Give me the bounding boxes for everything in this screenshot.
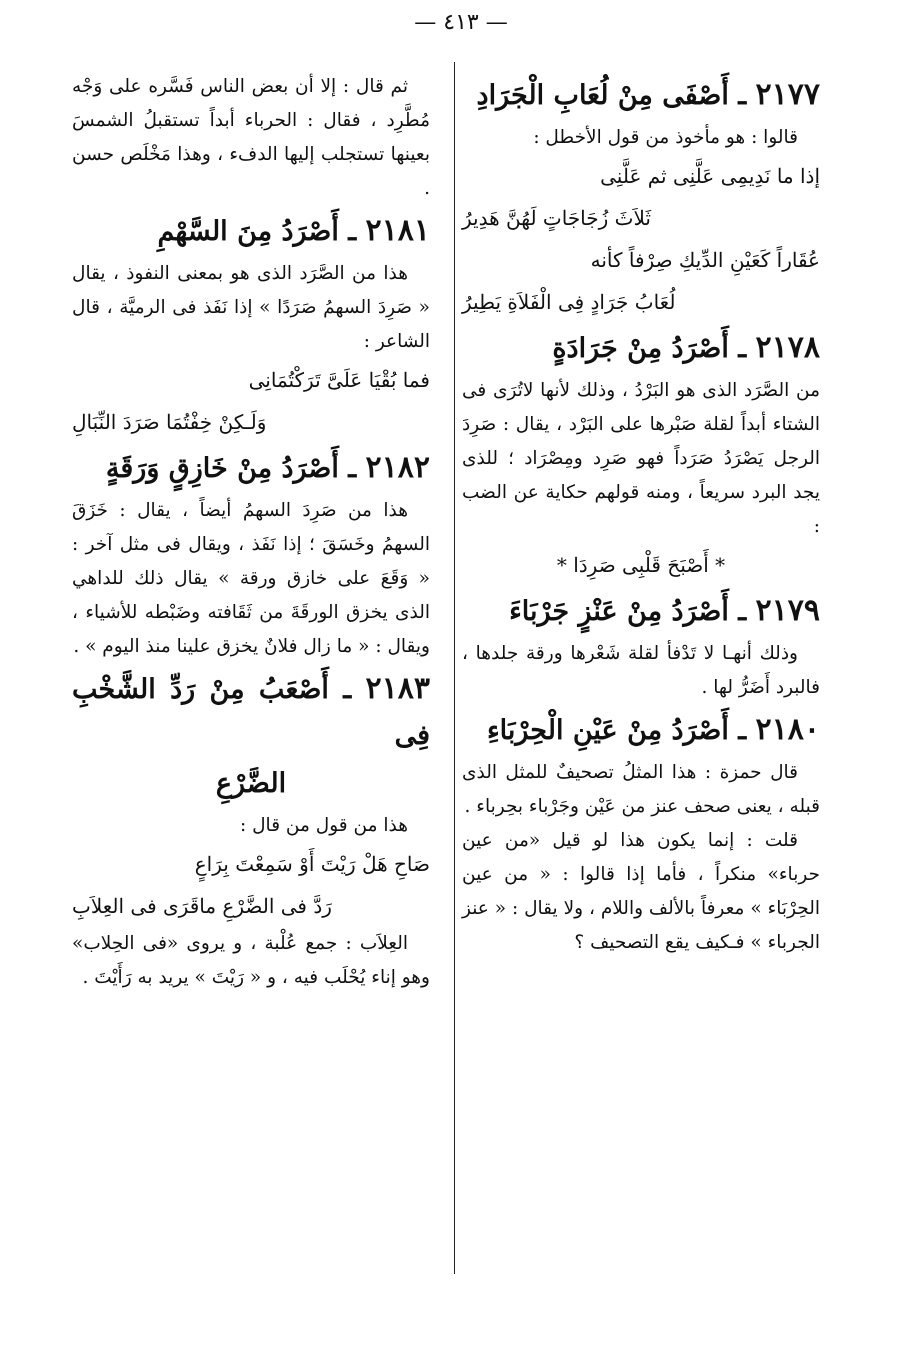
entry-number: ٢١٨٣ [365, 671, 430, 706]
entry-title: ـ أَصْرَدُ مِنَ السَّهْمِ [157, 216, 366, 247]
entry-text: قلت : إنما يكون هذا لو قيل «من عين حرباء» منكراً ، فأما إذا قالوا : « من عين الحِرْبَاء » معرفاً بالألف واللام ، ولا يقال : « عنز الجرباء » فـكيف يقع التصحيف ؟ [462, 830, 820, 953]
entry-title: ـ أَصْرَدُ مِنْ عَنْزٍ جَرْبَاءَ [509, 596, 756, 627]
entry-heading-2180 [462, 707, 820, 754]
entry-number: ٢١٧٩ [755, 593, 820, 628]
entry-heading-2181 [72, 208, 430, 255]
entry-title-continuation: الضَّرْعِ [215, 768, 287, 799]
entry-heading-2179 [462, 588, 820, 635]
entry-title: ـ أَصْفَى مِنْ لُعَابِ الْجَرَادِ [476, 80, 756, 111]
entry-text: العِلاَب : جمع عُلْبة ، و يروى «فى الحِلاب» وهو إناء يُحْلَب فيه ، و « رَيْتَ » يريد به رَأَيْتَ . [72, 933, 430, 988]
right-column [462, 70, 820, 960]
entry-heading-2183 [72, 666, 430, 759]
entry-text: هذا من الصَّرَد الذى هو بمعنى النفوذ ، يقال « صَرِدَ السهمُ صَرَدًا » إذا نَفَذ فى الرميَّة ، قال الشاعر : [72, 263, 430, 352]
left-column [72, 70, 430, 995]
entry-title: ـ أَصْرَدُ مِنْ عَيْنِ الْحِرْبَاءِ [486, 715, 756, 746]
entry-text: هذا من صَرِدَ السهمُ أيضاً ، يقال : خَزَقَ السهمُ وخَسَقَ ؛ إذا نَفَذ ، ويقال فى مثل آخر : « وَقَعَ على خازق ورقة » يقال ذلك للداهي الذى يخزق الورقَةَ من ثَقَافته وضَبْطه للأشياء ، ويقال : « ما زال فلانٌ يخزق علينا منذ اليوم » . [72, 500, 430, 657]
verse-line: وَلَـكِنْ خِفْتُمَا صَرَدَ النِّبَالِ [72, 410, 267, 434]
entry-number: ٢١٧٧ [755, 77, 820, 112]
entry-title: ـ أَصْعَبُ مِنْ رَدِّ الشَّخْبِ فِى [72, 674, 430, 751]
entry-title: ـ أَصْرَدُ مِنْ خَازِقٍ وَرَقَةٍ [105, 453, 366, 484]
entry-text: هذا من قول من قال : [240, 815, 408, 836]
entry-number: ٢١٨١ [365, 213, 430, 248]
entry-heading-2178 [462, 325, 820, 372]
entry-number: ٢١٨٠ [755, 712, 820, 747]
page-number: — ٤١٣ — [414, 10, 508, 35]
entry-text: قالوا : هو مأخوذ من قول الأخطل : [533, 127, 798, 148]
verse-line: فما بُقْيَا عَلَىَّ تَرَكْتُمَانِى [248, 368, 430, 392]
entry-text: قال حمزة : هذا المثلُ تصحيفٌ للمثل الذى قبله ، يعنى صحف عنز من عَيْن وجَرْباء بحِرباء . [462, 762, 820, 817]
verse-line: صَاحِ هَلْ رَيْتَ أَوْ سَمِعْتَ بِرَاعٍ [194, 852, 430, 876]
entry-text: وذلك أنهـا لا تَدْفأ لقلة شَعْرها ورقة جلدها ، فالبرد أَضَرُّ لها . [462, 643, 820, 698]
entry-number: ٢١٨٢ [365, 450, 430, 485]
entry-number: ٢١٧٨ [755, 330, 820, 365]
verse-line: * أَصْبَحَ قَلْبِى صَرِدَا * [556, 553, 726, 577]
entry-heading-2182 [72, 445, 430, 492]
entry-text: من الصَّرَد الذى هو البَرْدُ ، وذلك لأنها لاتُرَى فى الشتاء أبداً لقلة صَبْرها على البَرْد ، يقال : صَرِدَ الرجل يَصْرَدُ صَرَداً فهو صَرِد ومِصْرَاد ؛ للذى يجد البرد سريعاً ، ومنه قولهم حكاية عن الضب : [462, 380, 820, 537]
entry-text: ثم قال : إلا أن بعض الناس فَسَّره على وَجْه مُطَّرِد ، فقال : الحرباء أبداً تستقبلُ الشمسَ بعينها تستجلب إليها الدفء ، وهذا مَخْلَص حسن . [72, 76, 430, 199]
verse-line: إذا ما نَدِيمِى عَلَّنِى ثم عَلَّنِى [600, 164, 820, 188]
entry-heading-2177 [462, 72, 820, 119]
verse-line: عُقَاراً كَعَيْنِ الدِّيكِ صِرْفاً كأنه [590, 248, 820, 272]
verse-line: لُعَابُ جَرَادٍ فِى الْفَلاَةِ يَطِيرُ [462, 290, 676, 314]
verse-line: رَدَّ فى الضَّرْعِ ماقَرَى فى العِلاَبِ [72, 894, 332, 918]
column-divider [454, 62, 455, 1274]
entry-title: ـ أَصْرَدُ مِنْ جَرَادَةٍ [552, 333, 756, 364]
verse-line: ثَلاَثَ زُجَاجَاتٍ لَهُنَّ هَدِيرُ [462, 206, 651, 230]
